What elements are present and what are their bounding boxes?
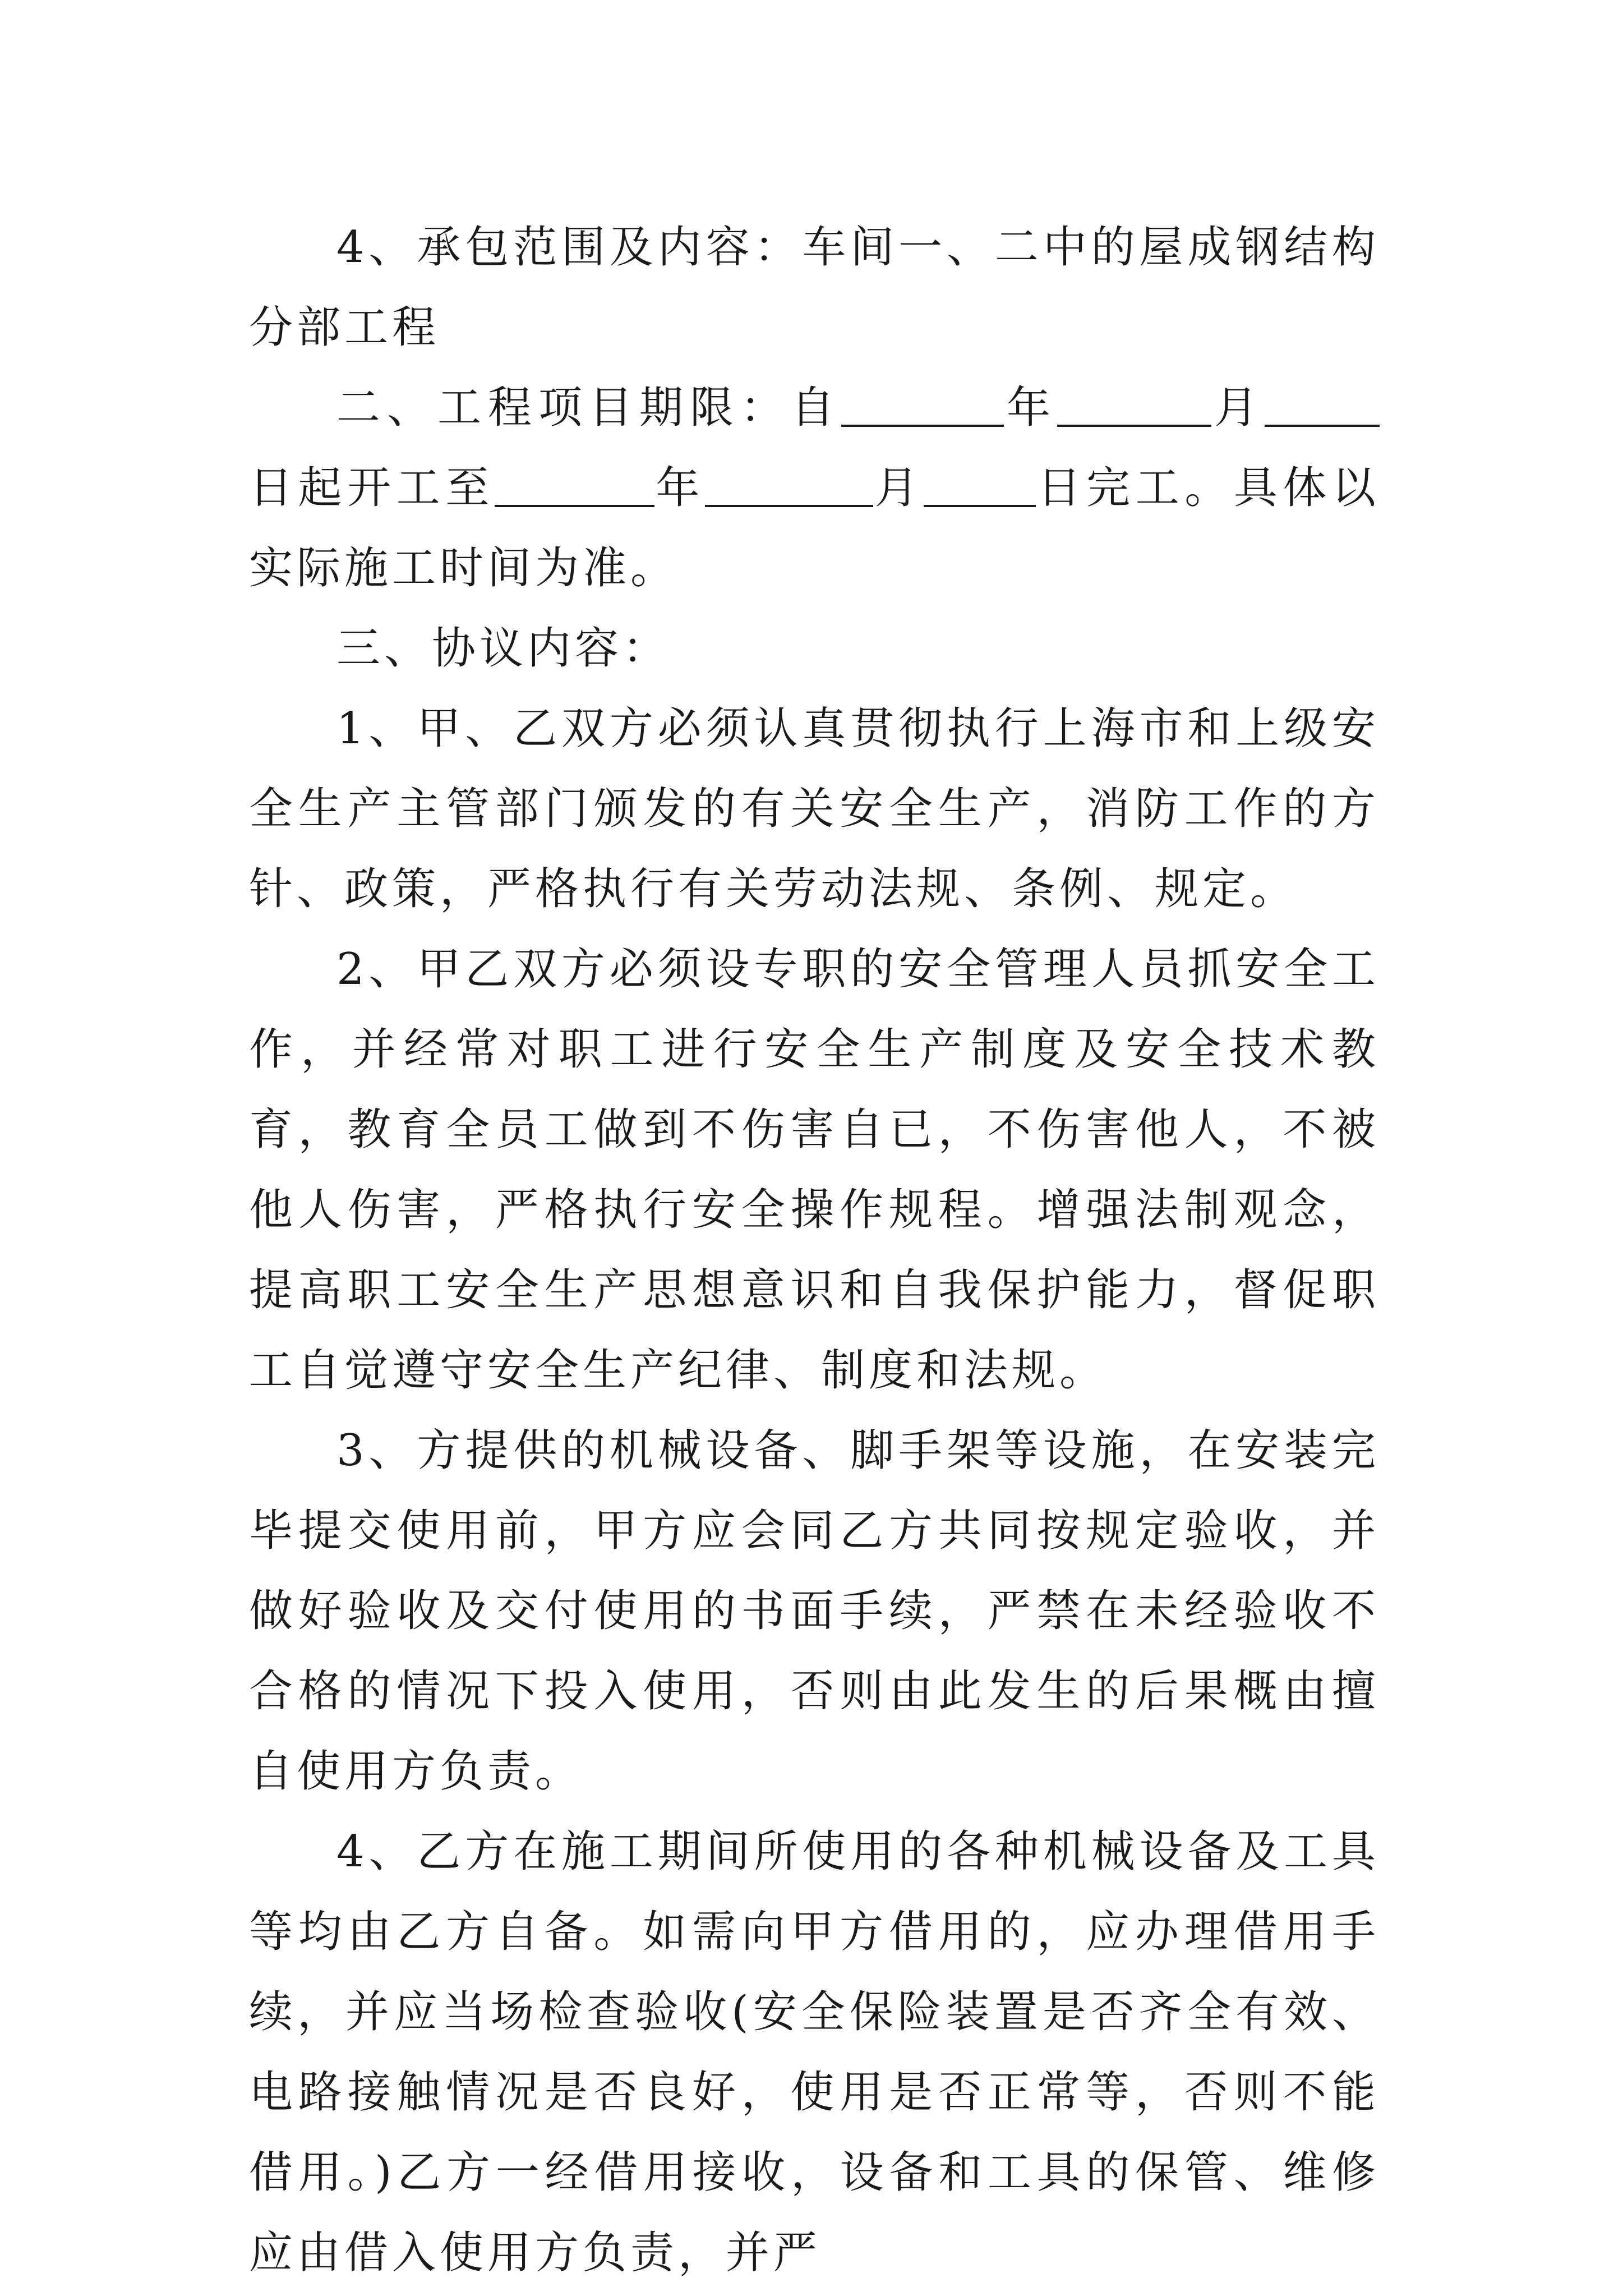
paragraph-clause-1: 1、甲、乙双方必须认真贯彻执行上海市和上级安全生产主管部门颁发的有关安全生产，消防工作的方针、政策，严格执行有关劳动法规、条例、规定。	[249, 703, 1380, 914]
paragraph-clause-4: 4、乙方在施工期间所使用的各种机械设备及工具等均由乙方自备。如需向甲方借用的，应办理借用手续，并应当场检查验收(安全保险装置是否齐全有效、电路接触情况是否良好，使用是否正常等，否则不能借用。)乙方一经借用接收，设备和工具的保管、维修应由借入使用方负责，并严	[249, 1826, 1380, 2278]
paragraph-clause-3: 3、方提供的机械设备、脚手架等设施，在安装完毕提交使用前，甲方应会同乙方共同按规定验收，并做好验收及交付使用的书面手续，严禁在未经验收不合格的情况下投入使用，否则由此发生的后果概由擅自使用方负责。	[249, 1425, 1380, 1797]
start-year-blank	[841, 385, 1004, 427]
end-day-blank	[924, 466, 1036, 507]
start-day-blank	[1265, 385, 1380, 427]
start-day-label: 日起开工至	[249, 463, 495, 513]
paragraph-scope: 4、承包范围及内容：车间一、二中的屋成钢结构分部工程	[249, 222, 1380, 353]
paragraph-agreement-heading: 三、协议内容：	[336, 623, 671, 674]
period-lead-text: 二、工程项目期限：自	[336, 383, 841, 433]
end-month-blank	[705, 466, 873, 507]
period-tail-text: 日完工。具体以实际施工时间为准。	[249, 463, 1380, 593]
paragraph-clause-2: 2、甲乙双方必须设专职的安全管理人员抓安全工作，并经常对职工进行安全生产制度及安全技术教育，教育全员工做到不伤害自已，不伤害他人，不被他人伤害，严格执行安全操作规程。增强法制观念，提高职工安全生产思想意识和自我保护能力，督促职工自觉遵守安全生产纪律、制度和法规。	[249, 944, 1380, 1396]
end-year-blank	[495, 466, 654, 507]
start-year-label: 年	[1003, 383, 1057, 433]
start-month-blank	[1057, 385, 1211, 427]
paragraph-project-period	[249, 368, 1380, 609]
end-year-label: 年	[654, 463, 705, 513]
start-month-label: 月	[1211, 383, 1265, 433]
end-month-label: 月	[873, 463, 924, 513]
document-body	[249, 208, 1380, 2293]
